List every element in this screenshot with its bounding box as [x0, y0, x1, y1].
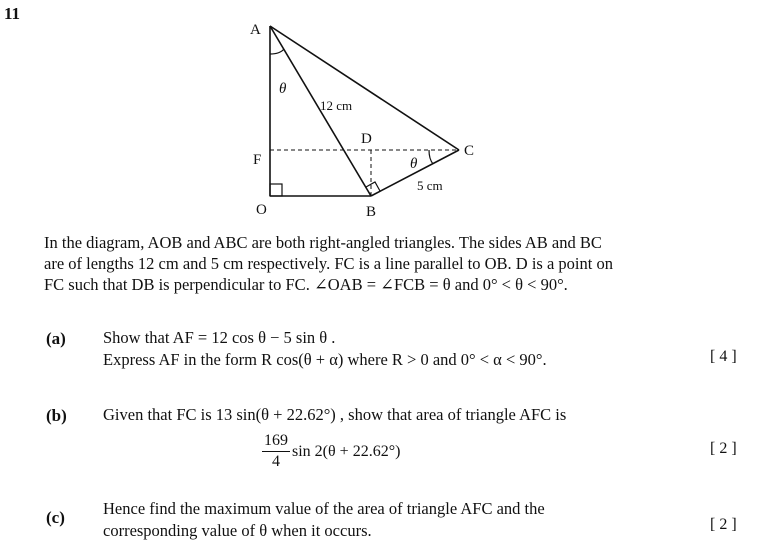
- label-c: C: [464, 143, 475, 159]
- part-a-line-1: Show that AF = 12 cos θ − 5 sin θ .: [103, 328, 336, 347]
- label-theta-top: θ: [279, 81, 287, 97]
- fraction-numerator: 169: [262, 432, 290, 452]
- fraction-denominator: 4: [272, 453, 280, 470]
- part-a-marks: [ 4 ]: [710, 348, 737, 365]
- part-c-label: (c): [46, 508, 65, 527]
- part-c-line-2: corresponding value of θ when it occurs.: [103, 521, 372, 540]
- label-len-bc: 5 cm: [417, 178, 443, 193]
- part-b-formula: [262, 432, 400, 471]
- intro-line-2: are of lengths 12 cm and 5 cm respectively. FC is a line parallel to OB. D is a point on: [44, 254, 613, 273]
- part-a-label: (a): [46, 329, 66, 348]
- part-b-label: (b): [46, 406, 67, 425]
- label-theta-right: θ: [410, 156, 418, 172]
- part-c-line-1: Hence find the maximum value of the area of triangle AFC and the: [103, 499, 545, 518]
- triangle-diagram: [240, 18, 500, 223]
- part-a-line-2: Express AF in the form R cos(θ + α) where R > 0 and 0° < α < 90°.: [103, 350, 547, 369]
- fraction: [262, 432, 290, 471]
- part-b-line-1: Given that FC is 13 sin(θ + 22.62°) , show that area of triangle AFC is: [103, 405, 567, 424]
- part-a-text: [103, 327, 547, 371]
- label-len-ab: 12 cm: [320, 98, 353, 113]
- intro-paragraph: [44, 232, 734, 295]
- formula-expression: sin 2(θ + 22.62°): [292, 442, 401, 460]
- part-c-text: [103, 498, 545, 542]
- question-number: 11: [4, 4, 21, 23]
- label-f: F: [253, 152, 262, 168]
- label-d: D: [361, 131, 372, 147]
- right-angle-o: [270, 184, 282, 196]
- intro-line-3: FC such that DB is perpendicular to FC. ∠OAB = ∠FCB = θ and 0° < θ < 90°.: [44, 275, 568, 294]
- label-b: B: [366, 204, 377, 220]
- label-o: O: [256, 202, 267, 218]
- angle-arc-a: [270, 49, 284, 54]
- intro-line-1: In the diagram, AOB and ABC are both right-angled triangles. The sides AB and BC: [44, 233, 602, 252]
- angle-arc-c: [429, 150, 433, 164]
- label-a: A: [250, 22, 261, 38]
- part-b-marks: [ 2 ]: [710, 440, 737, 457]
- part-c-marks: [ 2 ]: [710, 516, 737, 533]
